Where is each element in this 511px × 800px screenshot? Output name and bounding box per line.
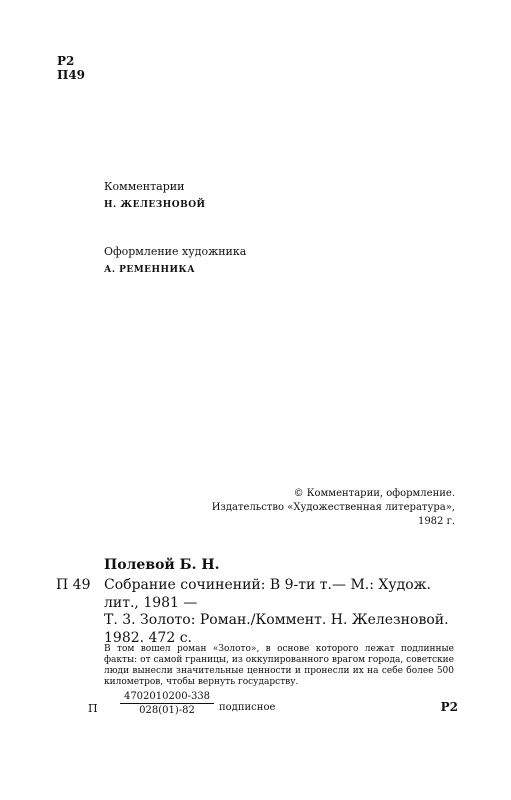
catalog-code: П 49 <box>56 577 91 593</box>
index-numerator: 4702010200-338 <box>123 691 211 702</box>
design-artist: А. РЕМЕННИКА <box>104 265 196 275</box>
copyright-year: 1982 г. <box>417 516 455 527</box>
index-letter: П <box>88 702 98 715</box>
entry-line: 1982. 472 с. <box>104 629 192 646</box>
entry-line: лит., 1981 — <box>104 594 198 611</box>
bbk-code-bottom: Р2 <box>440 700 458 714</box>
commentary-label: Комментарии <box>104 180 185 193</box>
copyright-notice <box>212 487 455 529</box>
subscription-note: подписное <box>219 702 276 713</box>
bbk-code-top <box>57 54 85 82</box>
copyright-line: © Комментарии, оформление. <box>293 488 455 499</box>
index-line <box>88 690 458 726</box>
annotation: В том вошел роман «Золото», в основе которого лежат подлинные факты: от самой границы, из оккупированного врагом города, советские люди вынесли значительные ценности и пронесли их на себе более 500 километров, чтобы вернуть государству. <box>104 644 454 687</box>
index-fraction <box>120 690 214 717</box>
bbk-class: Р2 <box>57 54 75 68</box>
index-denominator: 028(01)-82 <box>139 705 195 716</box>
design-label: Оформление художника <box>104 245 247 258</box>
entry-line: Т. 3. Золото: Роман./Коммент. Н. Железновой. <box>104 612 449 628</box>
entry-line: Собрание сочинений: В 9-ти т.— М.: Худож. <box>104 577 431 593</box>
commentary-credit <box>104 178 206 214</box>
catalog-author: Полевой Б. Н. <box>104 557 220 573</box>
commentary-author: Н. ЖЕЛЕЗНОВОЙ <box>104 200 206 210</box>
catalog-entry <box>104 577 454 647</box>
author-mark: П49 <box>57 68 86 82</box>
copyright-line: Издательство «Художественная литература», <box>211 502 455 513</box>
design-credit <box>104 243 246 279</box>
